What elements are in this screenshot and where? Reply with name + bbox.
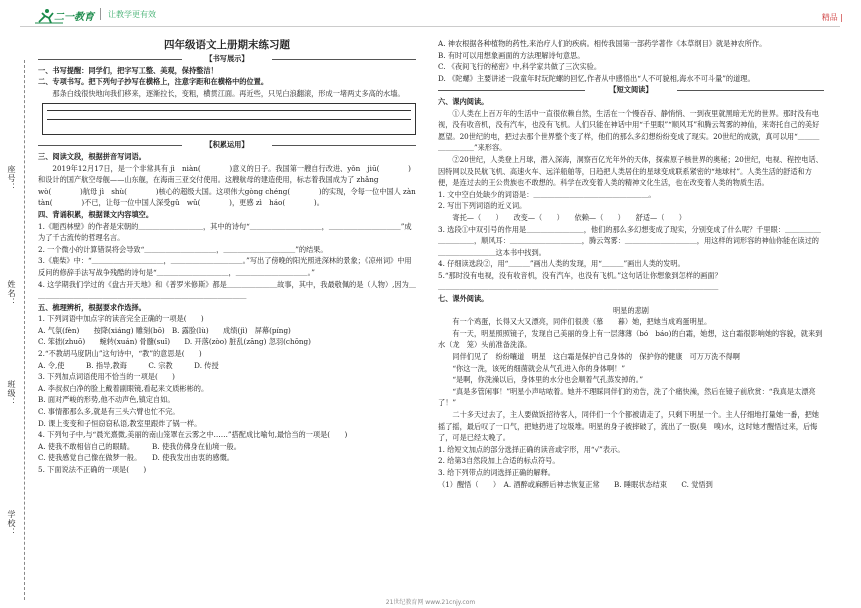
- line: 2. 写出下列词语的近义词。: [438, 201, 527, 211]
- line: 那条白线很快地向我们移来，逐渐拉长，变粗，横贯江面。再近些，只见白浪翻滚，形成一堵两丈多高的水墙。: [38, 88, 405, 98]
- line: 5. 下面说法不正确的一项是( ): [38, 465, 147, 474]
- header-divider: [100, 8, 101, 20]
- line: 寄托—（ ） 改变—（ ） 依赖—（ ） 舒适—（ ）: [438, 212, 686, 222]
- line: 3. 选段①中双引号的作用是＿＿＿＿＿＿＿＿，他们的那么多幻想变成了现实，分别变成了什么呢？千里眼：＿＿＿＿＿＿＿＿＿＿，顺风耳：＿＿＿＿＿＿＿＿＿＿，腾云驾雾：＿＿＿＿＿＿＿＿＿＿，用这样的词形容的神仙你能在读过的＿＿＿＿＿＿＿＿这本书中找到。: [438, 224, 821, 257]
- name-label: 姓名：: [7, 280, 16, 307]
- line: ＿＿＿＿＿＿＿＿＿＿＿＿＿＿＿＿＿＿＿＿＿＿＿＿＿＿＿＿＿＿＿＿＿＿＿＿＿＿＿: [438, 282, 719, 292]
- line: 三、阅读文段，根据拼音写词语。: [38, 151, 146, 161]
- brand-name: 二一教育: [54, 12, 94, 23]
- line: A. 令,使 B. 指导,教诲 C. 宗教 D. 传授: [38, 360, 219, 370]
- line: 2. 一个微小的计算错误将会导致“＿＿＿＿＿＿＿＿＿＿，＿＿＿＿＿＿＿＿＿＿”的结果。: [38, 244, 328, 254]
- cut-line: [24, 60, 26, 600]
- line: 2. 给第3自然段加上合适的标点符号。: [438, 456, 560, 466]
- section-banner-accumulate: 【积累运用】: [38, 139, 416, 151]
- writing-grid[interactable]: [42, 103, 416, 135]
- line: 2.“不教胡马度阴山”这句诗中，“教”的意思是( ): [38, 349, 202, 359]
- line: 二、专项书写。把下列句子抄写在横格上，注意字距和在横格中的位置。: [38, 77, 269, 87]
- line: 二十多天过去了，主人要做饭招待客人，同伴们一个个都被请走了，只剩下明星一个。主人仔细地打量她一番，把她摇了摇，最后叹了一口气，把她扔进了垃圾堆。明星的身子被摔破了，流出了一股(臭 嗅)水，这时她才醒悟过来，后悔了，可是已经太晚了。: [438, 410, 819, 443]
- story-title: 明星的悲剧: [613, 305, 649, 315]
- line: 3. 给下列带点的词选择正确的解释。: [438, 467, 555, 477]
- line: 1. 下列词语中加点字的读音完全正确的一项是( ): [38, 314, 204, 324]
- line: 五、梳理辨析，根据要求作选择。: [38, 302, 146, 312]
- line: “真是多管闲事！”明星小声咕哝着。她并不理睬同伴们的劝告，洗了个痛快澡，然后在镜子前欣赏：“我真是太漂亮了！”: [438, 386, 816, 408]
- line: （1）醒悟（ ） A. 酒醉或麻醉后神志恢复正常 B. 睡眠状态结束 C. 觉悟到: [438, 479, 713, 489]
- line: 有一个鸡蛋，长得又大又漂亮，同伴们很羡（慕 暮）她，把她当成鸡蛋明星。: [438, 317, 712, 327]
- section-banner-writing: 【书写展示】: [38, 53, 416, 65]
- line: 四、背诵积累，根据课文内容填空。: [38, 209, 154, 219]
- line: A. 气氛(fèn) 按降(xiáng) 雕刻(bō) B. 露脸(lù) 成绩(jì) 屏幕(píng): [38, 325, 291, 335]
- line: C. 使我感觉自己像在做梦一般。 D. 使我发出由衷的感慨。: [38, 453, 234, 463]
- line: 1.《题西林壁》的作者是宋朝的＿＿＿＿＿＿＿＿＿，其中的诗句“＿＿＿＿＿＿＿＿＿＿，＿＿＿＿＿＿＿＿＿＿”成为了千古流传的哲理名言。: [38, 221, 412, 243]
- line: 5.“那时没有电视，没有收音机，没有汽车，也没有飞机。”这句话让你想象到怎样的画面？: [438, 270, 722, 280]
- line: ①人类在上百万年的生活中一直很依赖自然，生活在一个慢吞吞、静悄悄、一到夜里就黑暗无光的世界。那时没有电视，没有收音机，没有汽车，也没有飞机。人们只能在神话中用“千里眼”“顺风耳”和腾云驾雾的神仙，来寄托自己的美好愿望。20世纪的电，把过去那个世界整个变了样，他们的那么多幻想纷纷变成了现实。20世纪的成就，真可以用“＿＿＿＿＿＿＿＿”来形容。: [438, 108, 820, 153]
- line: 有一天，明星照照镜子，发现自己美丽的身上有一层薄薄（bó báo)的白霜，她想，这白霜很影响她的容貌，就来到水（龙 笼）头前准备洗涤。: [438, 328, 823, 350]
- line: “你这一洗，该死的细菌就会从气孔进入你的身体啊！”: [438, 363, 626, 373]
- line: 1. 文中空白处缺少的词语是：＿＿＿＿＿＿＿＿＿＿＿＿＿＿＿＿。: [438, 189, 656, 199]
- line: 同伴们见了 纷纷嚷道 明星 这白霜是保护自己身体的 保护你的健康 可万万洗不得啊: [438, 352, 740, 362]
- line: 1. 给短文加点的部分选择正确的读音或字形，用“√”表示。: [438, 444, 625, 454]
- line: “是啊，你洗澡以后，身体里的水分也会顺着气孔蒸发掉的。”: [438, 375, 644, 385]
- line: B. 有时可以用想象画面的方法理解诗句意思。: [438, 50, 585, 60]
- left-column: [38, 38, 423, 476]
- quality-tag: 精品 |: [821, 13, 843, 22]
- class-label: 班级：: [7, 380, 16, 407]
- line: 4. 下列句子中,与“晨光熹微,美丽的南山笼罩在云雾之中……”搭配成比喻句,最恰当的一项是( ): [38, 430, 348, 440]
- line: 4. 仔细读选段②，用“＿＿＿”画出人类的发现，用“＿＿＿”画出人类的发明。: [438, 259, 685, 269]
- line: A. 神农根据各种植物的药性,来治疗人们的疾病。相传我国第一部药学著作《本草纲目》就是神农所作。: [438, 39, 767, 48]
- line: 3.《鹿柴》中：“＿＿＿＿＿＿＿＿＿＿，＿＿＿＿＿＿＿＿＿＿。”写出了傍晚的阳光照进深林的景象；《凉州词》中用反问的修辞手法写战争残酷的诗句是“＿＿＿＿＿＿＿＿＿＿，＿＿＿＿＿＿＿＿＿＿。”: [38, 256, 412, 277]
- line: 六、课内阅读。: [438, 96, 489, 106]
- header-rule: [20, 26, 840, 27]
- line: B. 面对严峻的形势,他不动声色,镇定自如。: [38, 395, 175, 405]
- line: 2019年12月17日，是一个非常具有 jì niàn( )意义的日子。我国第一艘自行改进、yǒn jiū( )和设计的国产航空母舰——山东舰，在海南三亚交付使用。这艘航母的建造使用，标志着我国成为了 zhǎng wò( )航母 jì shù( )核心的超级大国。这项伟大gòng chéng( )的实现，令每一位中国人 zàn tàn( )不已，让每一位中国人深受gǔ wǔ( )，更感 zì háo( )。: [38, 163, 423, 208]
- line: C. 笨拙(zhuō) 蜿转(xuán) 骨髓(suǐ) D. 开落(zòo) 脏乱(zāng) 忽羽(chōng): [38, 337, 311, 347]
- section-banner-reading: 【短文阅读】: [438, 84, 824, 96]
- brand-slogan: 让教学更有效: [108, 10, 156, 19]
- line: C. 《夜间飞行的秘密》中,科学家共做了三次实验。: [438, 62, 602, 72]
- page-header: [0, 0, 861, 28]
- right-column: [438, 38, 824, 490]
- line: D. 课上变变和子恒窃窃私语,教室里跟炸了锅一样。: [38, 418, 202, 428]
- line: 七、课外阅读。: [438, 294, 489, 304]
- page-footer: 21世纪教育网 www.21cnjy.com: [385, 599, 476, 606]
- school-label: 学校：: [7, 510, 16, 537]
- line: C. 事情都那么多,就是有三头六臂也忙不完。: [38, 407, 180, 417]
- line: 3. 下列加点词语使用不恰当的一项是( ): [38, 372, 175, 382]
- line: 一、书写提醒：同学们，把字写工整、美观，保持整洁！: [38, 65, 218, 75]
- line: ②20世纪，人类登上月球，潜入深海，洞察百亿光年外的天体，探索原子核世界的奥秘；20世纪，电视、程控电话、因特网以及民航飞机、高速火车、远洋船舶等，日趋把人类居住的星球变成联系紧密的“地球村”。人类生活的舒适和方便，是连过去的王公贵族也不敢想的。科学在改变着人类的精神文化生活，也在改变着人类的物质生活。: [438, 154, 823, 188]
- seat-label: 座号：: [7, 165, 16, 192]
- line: 4. 这学期我们学过的《盘古开天地》和《普罗米修斯》都是＿＿＿＿＿＿＿故事，其中，我最敬佩的是（人物）,因为＿＿＿＿＿＿＿＿＿＿＿＿＿＿＿＿＿＿＿＿＿＿＿＿＿＿＿＿＿＿: [38, 279, 416, 301]
- line: D. 《陀螺》主要讲述一段童年时玩陀螺的回忆,作者从中感悟出“人不可貌相,海水不可斗量”的道理。: [438, 73, 755, 83]
- line: A. 李叔叔白净的脸上戴着副眼镜,看起来文质彬彬的。: [38, 383, 209, 393]
- page-title: 四年级语文上册期末练习题: [164, 39, 290, 51]
- line: A. 使我不敢相信自己的眼睛。 B. 使我仿佛身在仙境一般。: [38, 441, 241, 451]
